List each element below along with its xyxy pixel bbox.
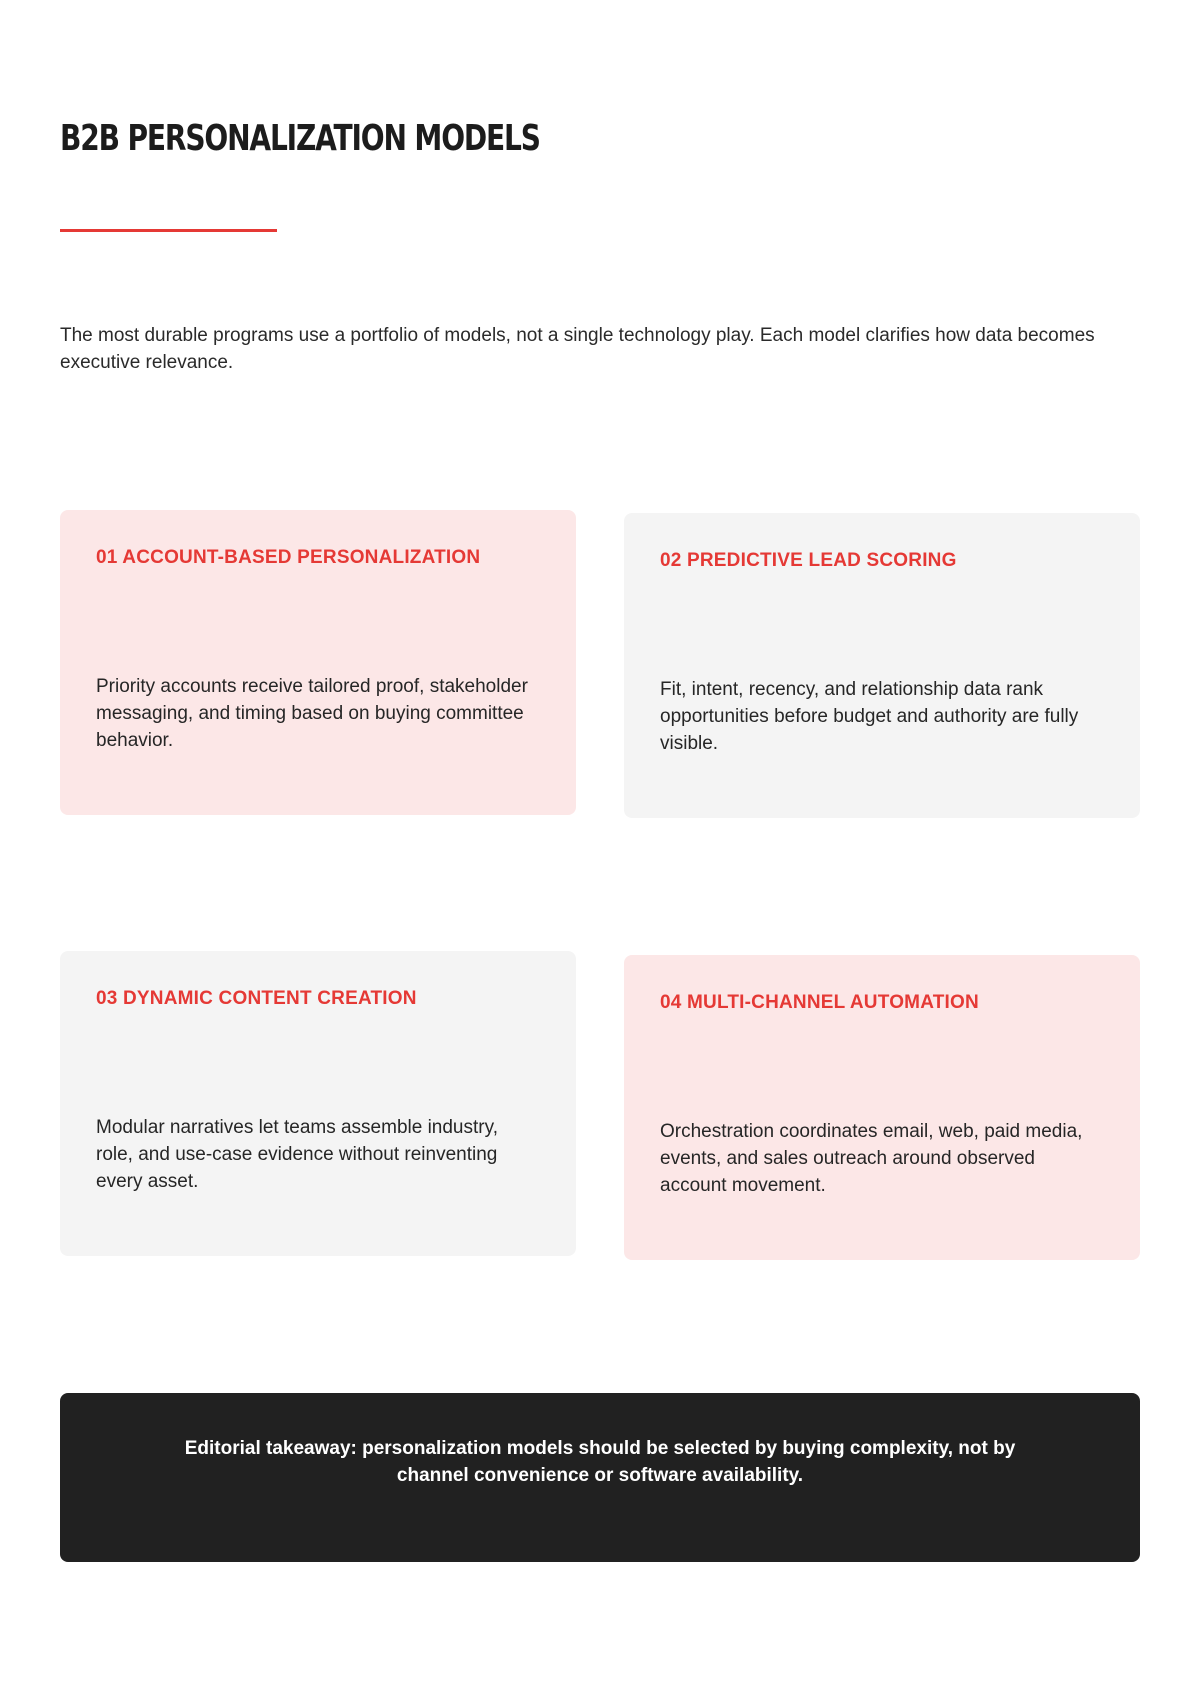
intro-paragraph: The most durable programs use a portfolio of models, not a single technology play. Each model clarifies how data becomes executive relevance. xyxy=(60,325,1095,373)
card-title: 03 DYNAMIC CONTENT CREATION xyxy=(96,988,417,1009)
card-title: 02 PREDICTIVE LEAD SCORING xyxy=(660,550,957,571)
card-title: 01 ACCOUNT-BASED PERSONALIZATION xyxy=(96,547,481,568)
model-card-account-based-personalization xyxy=(60,510,576,815)
page-title: B2B PERSONALIZATION MODELS xyxy=(60,118,540,159)
takeaway-text: Editorial takeaway: personalization models should be selected by buying complexity, not by channel convenience or software availability. xyxy=(184,1438,1016,1486)
title-accent-rule xyxy=(60,229,277,232)
card-body: Priority accounts receive tailored proof, stakeholder messaging, and timing based on buying committee behavior. xyxy=(96,676,528,751)
card-body: Modular narratives let teams assemble industry, role, and use-case evidence without reinventing every asset. xyxy=(96,1117,498,1192)
editorial-takeaway-box xyxy=(60,1393,1140,1562)
model-card-multi-channel-automation xyxy=(624,955,1140,1260)
card-title: 04 MULTI-CHANNEL AUTOMATION xyxy=(660,992,979,1013)
model-card-predictive-lead-scoring xyxy=(624,513,1140,818)
card-body: Fit, intent, recency, and relationship data rank opportunities before budget and authority are fully visible. xyxy=(660,679,1079,754)
card-body: Orchestration coordinates email, web, paid media, events, and sales outreach around observed account movement. xyxy=(660,1121,1083,1196)
model-card-dynamic-content-creation xyxy=(60,951,576,1256)
